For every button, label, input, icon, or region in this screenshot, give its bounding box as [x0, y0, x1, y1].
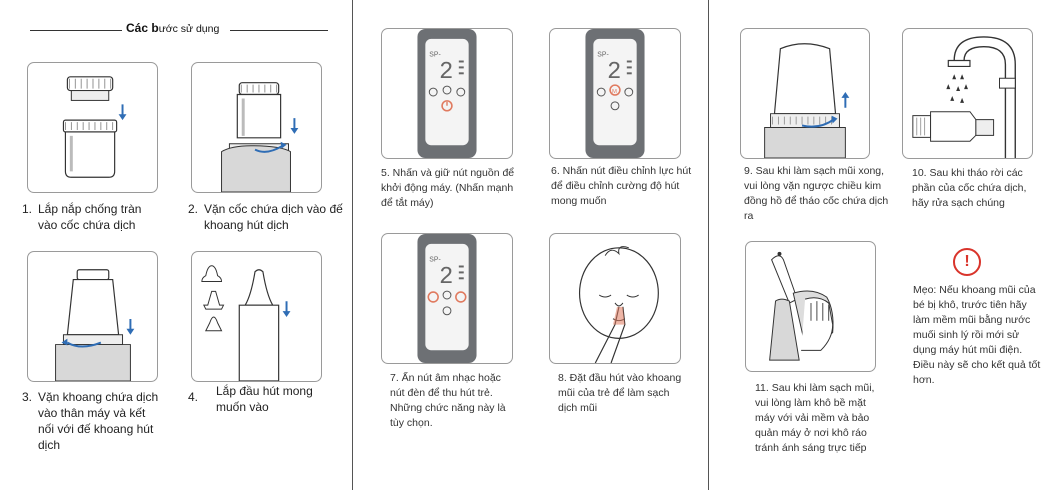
control-panel-music-light-icon: [382, 234, 512, 363]
header-rule-right: [230, 30, 328, 31]
column-divider-2: [708, 0, 709, 490]
step-3-text: Vặn khoang chứa dịch vào thân máy và kết nối với đế khoang hút dịch: [38, 390, 159, 452]
step-11-text: 11. Sau khi làm sạch mũi, vui lòng làm khô bề mặt máy với vải mềm và bảo quản máy ở nơi khô ráo tránh ánh sáng trực tiếp: [755, 382, 875, 454]
step-11-illustration: [745, 241, 876, 372]
level-digit: 2: [439, 59, 454, 87]
step-7-text: 7. Ấn nút âm nhạc hoặc nút đèn để thu hút trẻ. Những chức năng này là tùy chọn.: [390, 372, 506, 429]
step-2-number: 2.: [188, 202, 199, 216]
step-4-text: Lắp đầu hút mong muốn vào: [216, 384, 313, 414]
tip-warning-icon: !: [953, 248, 981, 276]
step-9-illustration: [740, 28, 870, 159]
step-4-illustration: [191, 251, 322, 382]
level-digit: 2: [439, 264, 454, 292]
column-divider-1: [352, 0, 353, 490]
twist-cup-icon: [192, 63, 321, 192]
sp-label: SP-: [597, 51, 609, 59]
step-3-illustration: [27, 251, 158, 382]
step-10-text: 10. Sau khi tháo rời các phần của cốc chứa dịch, hãy rửa sạch chúng: [912, 167, 1027, 209]
remove-cup-icon: [741, 29, 869, 158]
faucet-wash-icon: [903, 29, 1032, 158]
step-9-text: 9. Sau khi làm sạch mũi xong, vui lòng vặn ngược chiều kim đồng hồ để tháo cốc chứa dịch ra: [744, 165, 889, 222]
header-rule-left: [30, 30, 122, 31]
step-1-text: Lắp nắp chống tràn vào cốc chứa dịch: [38, 202, 142, 232]
step-2-text: Vặn cốc chứa dịch vào đế khoang hút dịch: [204, 202, 343, 232]
step-6-text: 6. Nhấn nút điều chỉnh lực hút để điều chỉnh cường độ hút mong muốn: [551, 165, 692, 207]
step-8-illustration: [549, 233, 681, 364]
step-6-illustration: [549, 28, 681, 159]
step-8-text: 8. Đặt đầu hút vào khoang mũi của trẻ để làm sạch dịch mũi: [558, 372, 682, 414]
sp-label: SP-: [429, 51, 441, 59]
attach-chamber-icon: [28, 252, 157, 381]
sp-label: SP-: [429, 256, 441, 264]
tip-text: Mẹo: Nếu khoang mũi của bé bị khô, trước tiên hãy làm mềm mũi bằng nước muối sinh lý rồi mới sử dụng máy hút mũi điện. Điều này sẽ cho kết quả tốt hơn.: [913, 284, 1041, 386]
nozzle-tips-icon: [192, 252, 321, 381]
section-title: Các bước sử dụng: [126, 21, 220, 35]
mode-label: M: [612, 89, 617, 96]
baby-face-icon: [550, 234, 680, 363]
step-5-text: 5. Nhấn và giữ nút nguồn để khởi động máy. (Nhấn mạnh để tắt máy): [381, 167, 515, 209]
step-2-illustration: [191, 62, 322, 193]
control-panel-power-icon: [382, 29, 512, 158]
dry-device-icon: [746, 242, 875, 371]
step-3-number: 3.: [22, 390, 33, 404]
step-7-illustration: [381, 233, 513, 364]
level-digit: 2: [607, 59, 622, 87]
step-4-number: 4.: [188, 390, 199, 404]
control-panel-mode-icon: [550, 29, 680, 158]
step-1-number: 1.: [22, 202, 33, 216]
step-5-illustration: [381, 28, 513, 159]
cap-cup-icon: [28, 63, 157, 192]
step-10-illustration: [902, 28, 1033, 159]
step-1-illustration: [27, 62, 158, 193]
